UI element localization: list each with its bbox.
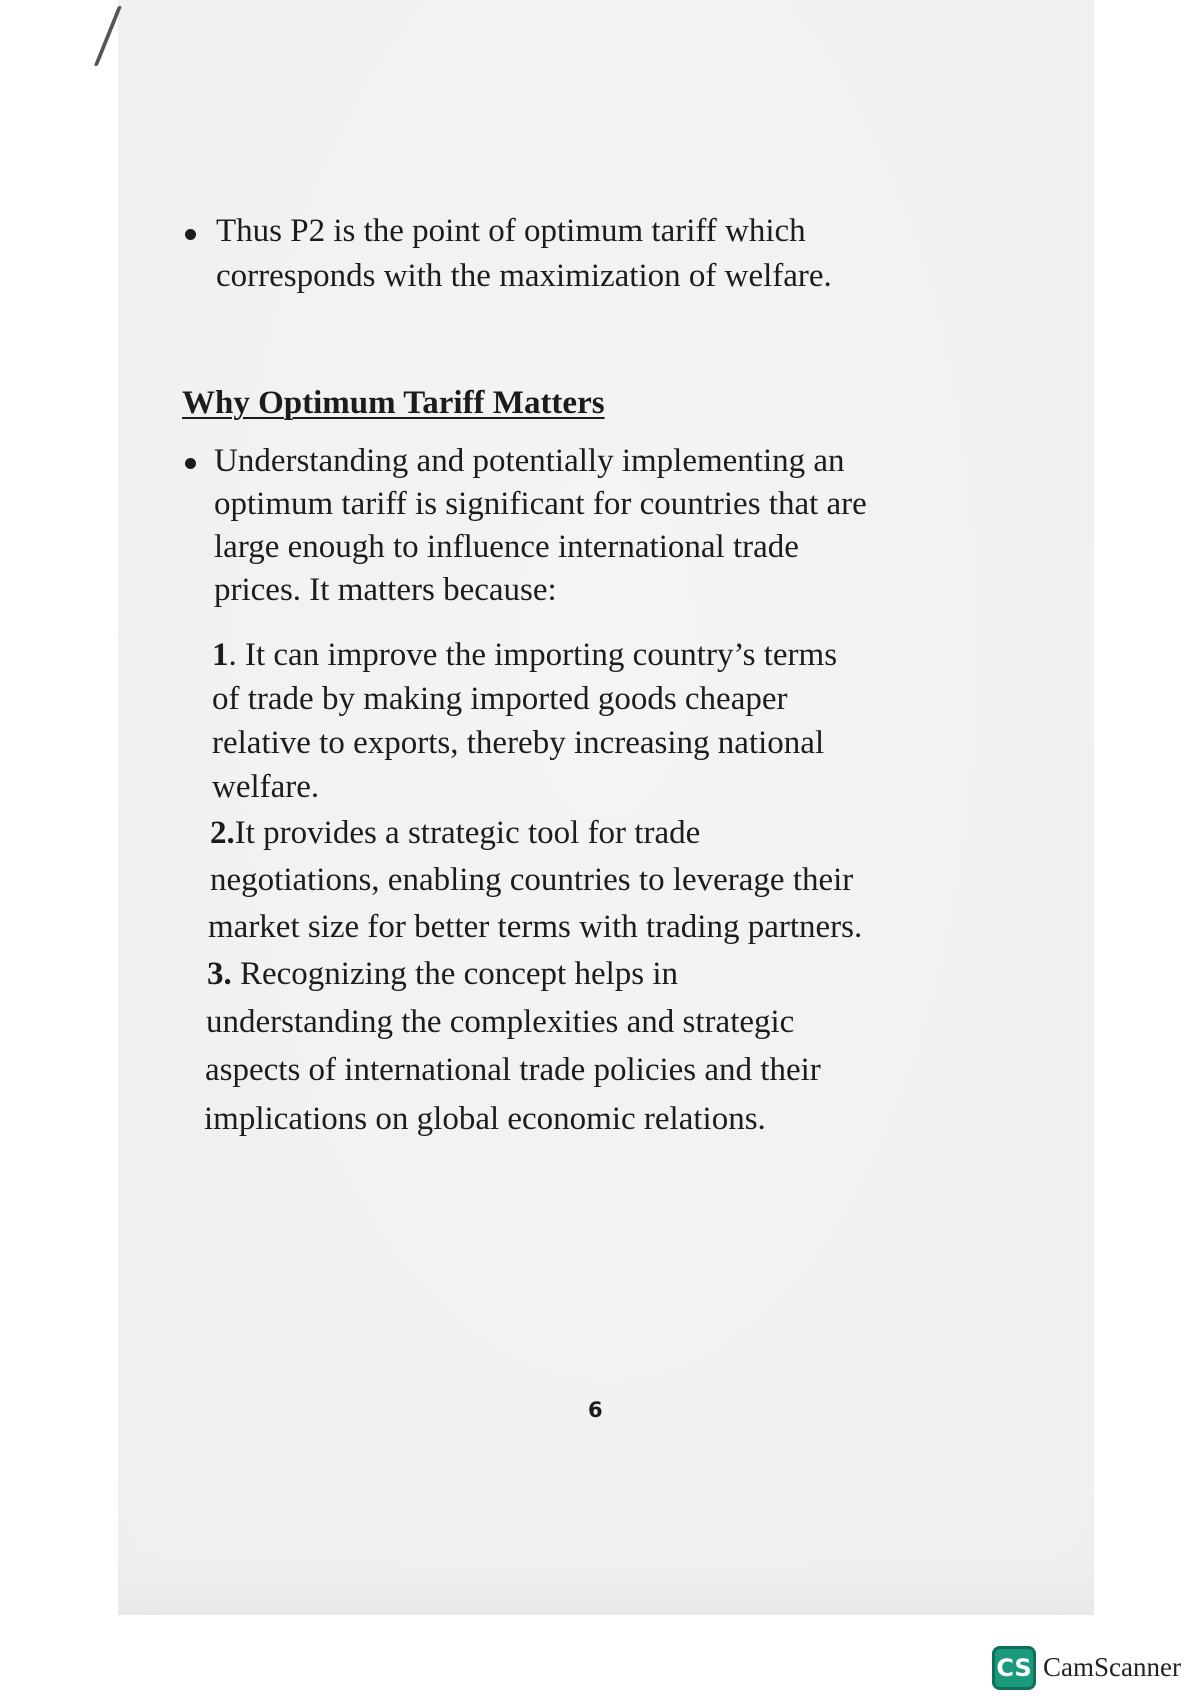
section-bullet-line-3: large enough to influence international trade <box>214 529 799 565</box>
section-bullet-line-2: optimum tariff is significant for countries that are <box>214 486 867 522</box>
point-3-number: 3. <box>207 956 232 992</box>
page-number: 6 <box>588 1398 603 1422</box>
point-2-line-2: negotiations, enabling countries to leverage their <box>210 862 854 898</box>
page-bottom-shadow <box>118 1555 1094 1615</box>
camscanner-logo-icon: CS <box>992 1646 1036 1690</box>
point-2-text: It provides a strategic tool for trade <box>234 815 701 851</box>
section-heading: Why Optimum Tariff Matters <box>182 385 605 421</box>
point-3-line-2: understanding the complexities and strategic <box>206 1004 795 1040</box>
section-bullet-line-4: prices. It matters because: <box>214 572 557 608</box>
section-bullet-line-1: Understanding and potentially implementing an <box>214 443 845 479</box>
bullet-dot <box>185 458 196 469</box>
point-1-line-2: of trade by making imported goods cheaper <box>212 681 788 717</box>
point-3-line-1 <box>207 953 678 995</box>
point-3-line-3: aspects of international trade policies and their <box>205 1052 821 1088</box>
point-1-number: 1 <box>212 637 229 673</box>
camscanner-watermark-text: CamScanner <box>1043 1652 1181 1682</box>
intro-line-2: corresponds with the maximization of welfare. <box>216 258 832 294</box>
intro-line-1: Thus P2 is the point of optimum tariff which <box>216 213 806 249</box>
point-1-line-1 <box>212 634 837 676</box>
point-3-text: Recognizing the concept helps in <box>231 956 679 992</box>
point-2-line-1 <box>210 812 700 854</box>
point-3-line-4: implications on global economic relations. <box>204 1101 766 1137</box>
point-1-line-3: relative to exports, thereby increasing national <box>212 725 825 761</box>
point-1-text: . It can improve the importing country’s terms <box>228 637 838 673</box>
bullet-dot <box>185 229 196 240</box>
point-2-line-3: market size for better terms with trading partners. <box>208 909 863 945</box>
point-1-line-4: welfare. <box>212 769 320 805</box>
point-2-number: 2. <box>210 815 235 851</box>
